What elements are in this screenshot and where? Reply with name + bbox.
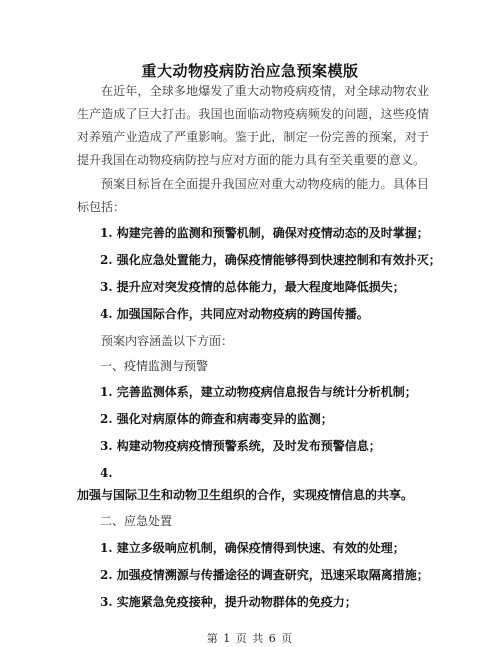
- page-footer: 第 1 页 共 6 页: [206, 632, 294, 645]
- section1-item-2: 2. 强化对病原体的筛查和病毒变异的监测；: [100, 412, 333, 426]
- goal-item-3: 3. 提升应对突发疫情的总体能力，最大程度地降低损失；: [100, 280, 405, 294]
- section2-heading: 二、应急处置: [100, 514, 173, 528]
- section1-item-4-text: 加强与国际卫生和动物卫生组织的合作，实现疫情信息的共享。: [77, 488, 414, 502]
- section2-item-1: 1. 建立多级响应机制，确保疫情得到快速、有效的处理；: [100, 541, 405, 555]
- section1-item-4: 4.: [100, 466, 113, 480]
- section2-item-3: 3. 实施紧急免疫接种，提升动物群体的免疫力；: [100, 595, 357, 609]
- goal-item-1: 1. 构建完善的监测和预警机制，确保对疫情动态的及时掌握；: [100, 226, 429, 240]
- section2-item-2: 2. 加强疫情溯源与传播途径的调查研究，迅速采取隔离措施；: [100, 568, 429, 582]
- section1-item-1: 1. 完善监测体系，建立动物疫病信息报告与统计分析机制；: [100, 385, 417, 399]
- intro-paragraph: 在近年，全球多地爆发了重大动物疫病疫情，对全球动物农业生产造成了巨大打击。我国也面临动物疫病频发的问题，这些疫情对养殖产业造成了严重影响。鉴于此，制定一份完善的预案，对于提升我国在动物疫病防控与应对方面的能力具有至关重要的意义。: [77, 84, 429, 167]
- document-title: 重大动物疫病防治应急预案模版: [141, 62, 359, 80]
- section1-item-3: 3. 构建动物疫病疫情预警系统，及时发布预警信息；: [100, 439, 381, 453]
- goal-intro-paragraph: 预案目标旨在全面提升我国应对重大动物疫病的能力。具体目标包括：: [77, 177, 429, 214]
- goal-item-4: 4. 加强国际合作，共同应对动物疫病的跨国传播。: [100, 307, 369, 321]
- content-intro-paragraph: 预案内容涵盖以下方面：: [101, 334, 234, 348]
- section1-heading: 一、疫情监测与预警: [100, 359, 209, 373]
- goal-item-2: 2. 强化应急处置能力，确保疫情能够得到快速控制和有效扑灭；: [100, 253, 441, 267]
